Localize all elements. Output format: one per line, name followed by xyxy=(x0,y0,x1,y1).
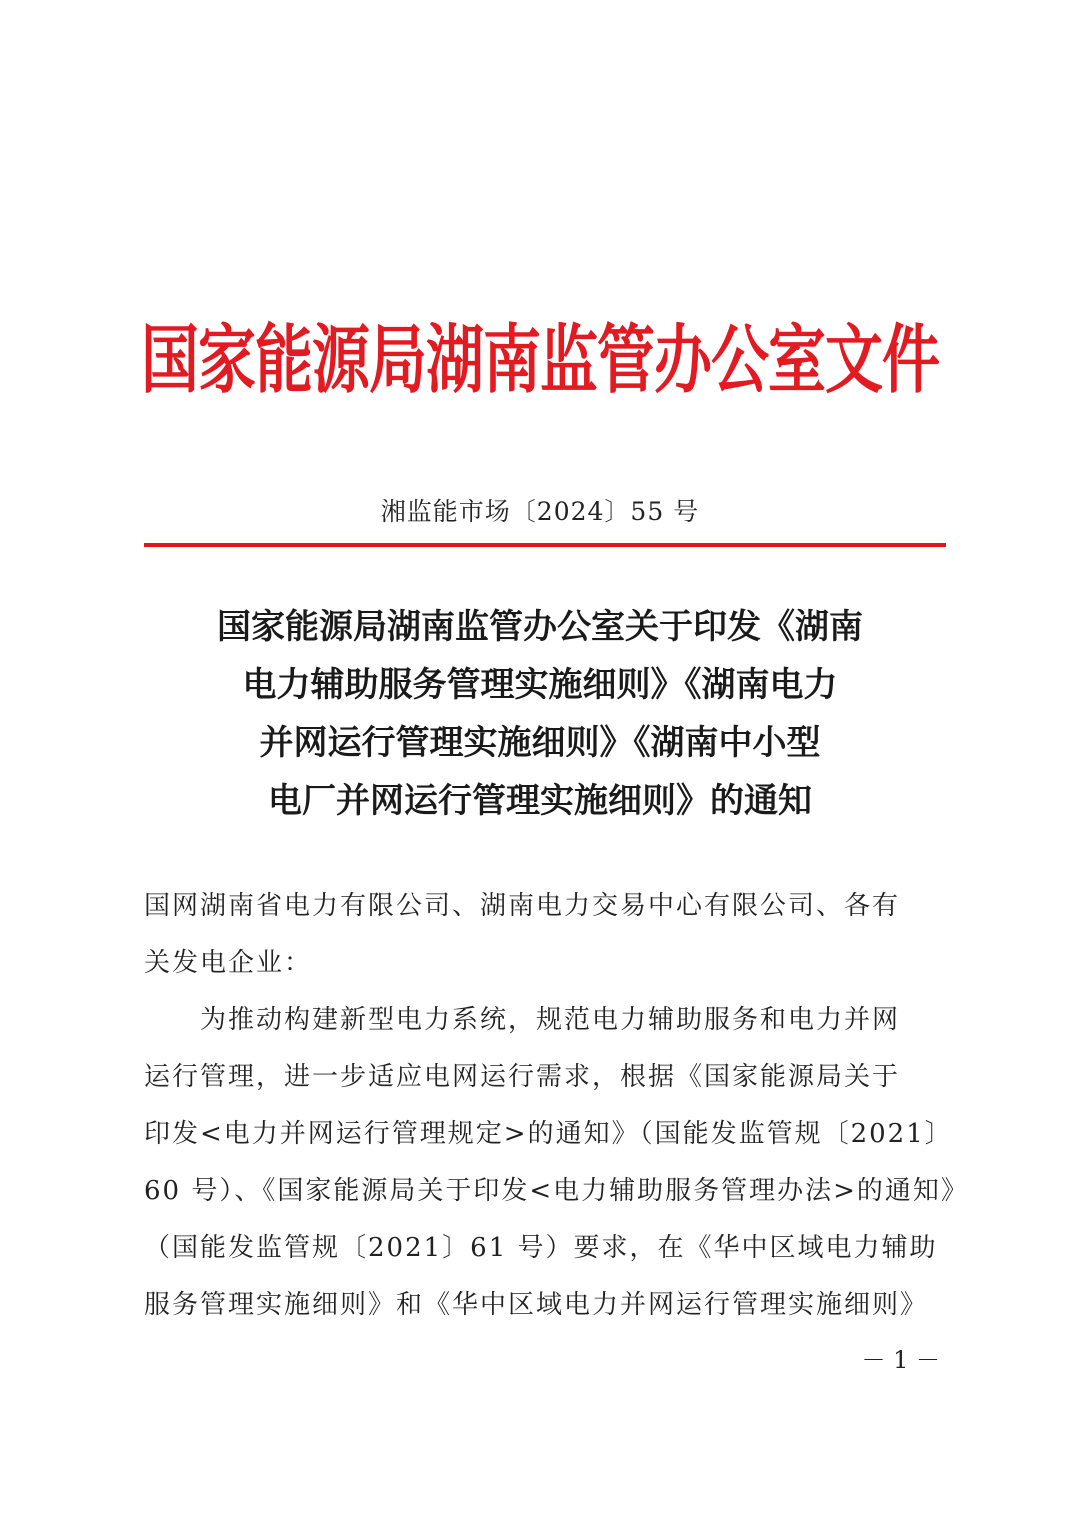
body-line: 印发<电力并网运行管理规定>的通知》（国能发监管规〔2021〕 xyxy=(144,1119,953,1149)
title-line: 并网运行管理实施细则》《湖南中小型 xyxy=(259,723,821,763)
body-line: 国网湖南省电力有限公司、湖南电力交易中心有限公司、各有 xyxy=(144,891,901,921)
title-line: 电力辅助服务管理实施细则》《湖南电力 xyxy=(242,665,838,705)
document-masthead: 国家能源局湖南监管办公室文件 xyxy=(140,316,939,404)
body-line: 运行管理，进一步适应电网运行需求，根据《国家能源局关于 xyxy=(144,1062,901,1092)
body-line: （国能发监管规〔2021〕61 号）要求，在《华中区域电力辅助 xyxy=(144,1233,938,1263)
red-divider-line xyxy=(144,543,946,547)
document-title xyxy=(110,598,970,830)
document-number: 湘监能市场〔2024〕55 号 xyxy=(380,497,700,526)
body-line: 服务管理实施细则》和《华中区域电力并网运行管理实施细则》 xyxy=(144,1290,929,1320)
title-line: 国家能源局湖南监管办公室关于印发《湖南 xyxy=(217,607,863,647)
title-line: 电厂并网运行管理实施细则》的通知 xyxy=(268,781,812,821)
body-line: 关发电企业： xyxy=(144,948,313,978)
body-line: 为推动构建新型电力系统，规范电力辅助服务和电力并网 xyxy=(144,1005,901,1035)
document-body xyxy=(144,878,969,1334)
body-line: 60 号）、《国家能源局关于印发<电力辅助服务管理办法>的通知》 xyxy=(144,1176,969,1206)
page-number: － 1 － xyxy=(861,1346,940,1374)
